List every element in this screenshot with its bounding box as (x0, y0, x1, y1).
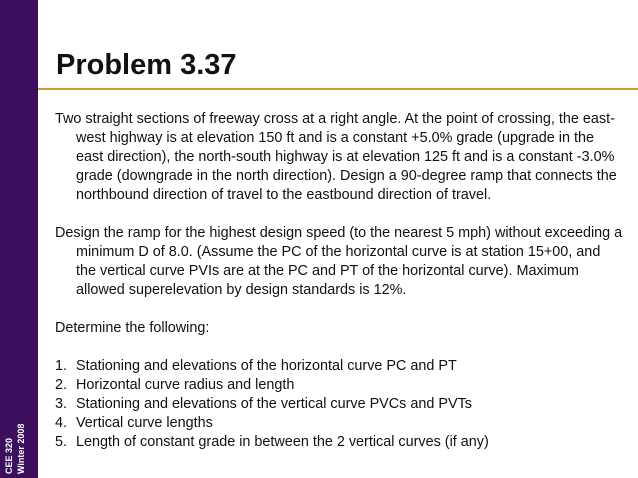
list-item: 5. Length of constant grade in between the 2 vertical curves (if any) (55, 434, 489, 450)
design-requirement: Design the ramp for the highest design speed (to the nearest 5 mph) without exceeding a minimum D of 8.0. (Assume the PC of the horizontal curve is at station 15+00, and the vertical curve PVIs are at the PC and PT of the horizontal curve). Maximum allowed superelevation by design standards is 12%. (55, 225, 623, 298)
slide-title: Problem 3.37 (56, 49, 237, 81)
course-term: Winter 2008 (16, 423, 26, 474)
list-item: 3. Stationing and elevations of the vertical curve PVCs and PVTs (55, 396, 472, 412)
title-divider (38, 88, 638, 90)
determine-heading: Determine the following: (55, 320, 210, 336)
course-code: CEE 320 (4, 437, 14, 474)
task-list (55, 357, 623, 452)
course-label (2, 382, 38, 472)
list-item: 2. Horizontal curve radius and length (55, 377, 295, 393)
sidebar (0, 0, 38, 478)
problem-statement: Two straight sections of freeway cross at a right angle. At the point of crossing, the east-west highway is at elevation 150 ft and is a constant +5.0% grade (upgrade in the east direction), the north-south highway is at elevation 125 ft and is a constant -3.0% grade (downgrade in the north direction). Design a 90-degree ramp that connects the northbound direction of travel to the eastbound direction of travel. (55, 111, 617, 203)
slide-body (55, 110, 623, 452)
list-item: 1. Stationing and elevations of the horizontal curve PC and PT (55, 358, 457, 374)
list-item: 4. Vertical curve lengths (55, 415, 213, 431)
